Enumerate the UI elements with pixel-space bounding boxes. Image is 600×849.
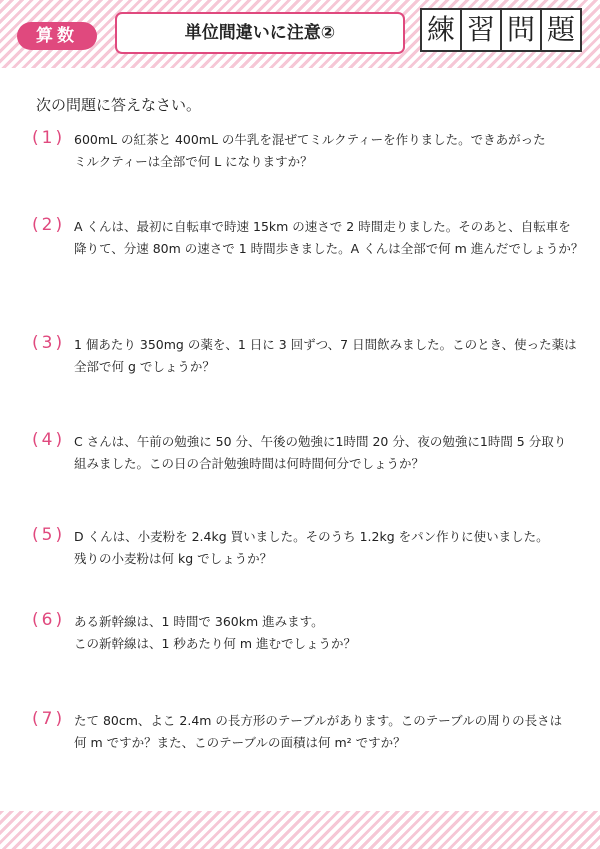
question-number: (2) [32,215,66,235]
question-line: たて 80cm、よこ 2.4m の長方形のテーブルがあります。このテーブルの周りの長さは [74,713,563,728]
question-line: この新幹線は、1 秒あたり何 m 進むでしょうか？ [74,636,357,651]
question-line: 1 個あたり 350mg の薬を、1 日に 3 回ずつ、7 日間飲みました。このとき、使った薬は [74,337,577,352]
question-number: (1) [32,128,66,148]
question-number: (7) [32,709,66,729]
practice-char: 習 [460,8,502,52]
question-line: A くんは、最初に自転車で時速 15km の速さで 2 時間走りました。そのあと、自転車を [74,219,571,234]
question-line: 降りて、分速 80m の速さで 1 時間歩きました。A くんは全部で何 m 進んだでしょうか？ [74,241,584,256]
question-text [74,129,594,173]
question-text [74,611,594,655]
footer-stripe [0,811,600,849]
instruction: 次の問題に答えなさい。 [36,96,202,114]
question-line: 全部で何 g でしょうか？ [74,359,215,374]
question-line: 残りの小麦粉は何 kg でしょうか？ [74,551,273,566]
question-line: ある新幹線は、1 時間で 360km 進みます。 [74,614,324,629]
question-line: ミルクティーは全部で何 L になりますか？ [74,154,313,169]
practice-char: 題 [540,8,582,52]
worksheet-title: 単位間違いに注意② [115,12,405,54]
question-line: D くんは、小麦粉を 2.4kg 買いました。そのうち 1.2kg をパン作りに使いました。 [74,529,549,544]
practice-char: 練 [420,8,462,52]
question-line: C さんは、午前の勉強に 50 分、午後の勉強に1時間 20 分、夜の勉強に1時間 5 分取り [74,434,567,449]
question-number: (3) [32,333,66,353]
question-text [74,216,594,260]
question-text [74,710,594,754]
practice-label [420,8,582,58]
question-line: 組みました。この日の合計勉強時間は何時間何分でしょうか？ [74,456,425,471]
question-text [74,334,594,378]
question-line: 何 m ですか？また、このテーブルの面積は何 m² ですか？ [74,735,406,750]
question-number: (4) [32,430,66,450]
practice-char: 問 [500,8,542,52]
question-text [74,526,594,570]
question-number: (6) [32,610,66,630]
subject-badge: 算数 [17,22,97,50]
question-line: 600mL の紅茶と 400mL の牛乳を混ぜてミルクティーを作りました。できあがった [74,132,546,147]
question-number: (5) [32,525,66,545]
question-text [74,431,594,475]
